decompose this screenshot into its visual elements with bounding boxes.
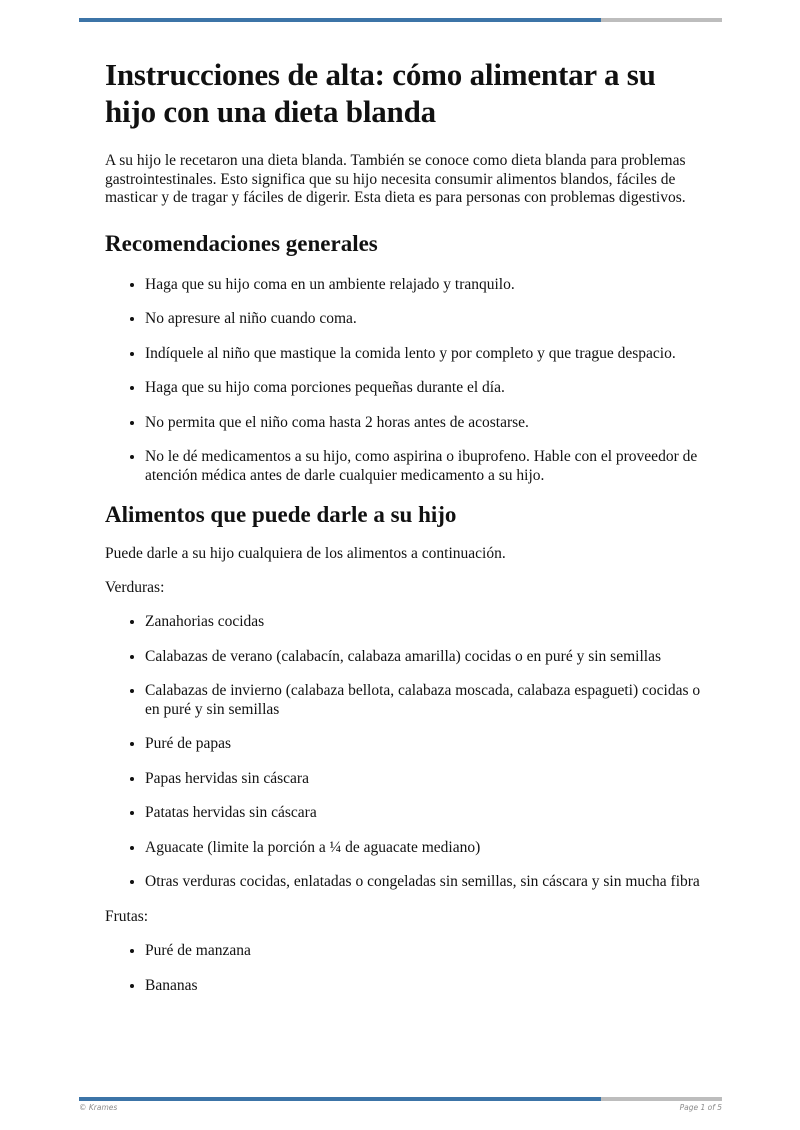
list-item: • Haga que su hijo coma en un ambiente relajado y tranquilo. [145, 276, 705, 295]
header-bar-track [601, 18, 722, 22]
list-item: • Patatas hervidas sin cáscara [145, 804, 705, 823]
page-number: Page 1 of 5 [679, 1103, 722, 1112]
page-footer [79, 1103, 722, 1112]
list-item: • Puré de papas [145, 735, 705, 754]
list-item: • Puré de manzana [145, 942, 705, 961]
page-title: Instrucciones de alta: cómo alimentar a su hijo con una dieta blanda [105, 57, 656, 129]
list-item: • Calabazas de verano (calabacín, calabaza amarilla) cocidas o en puré y sin semillas [145, 648, 705, 667]
list-item: • Indíquele al niño que mastique la comida lento y por completo y que trague despacio. [145, 345, 705, 364]
vegetables-list [105, 613, 705, 892]
footer-progress-bar [79, 1097, 722, 1101]
footer-bar-accent [79, 1097, 601, 1101]
list-item: • No apresure al niño cuando coma. [145, 310, 705, 329]
header-bar-accent [79, 18, 601, 22]
group-label-vegetables: Verduras: [105, 578, 165, 596]
list-item: • Haga que su hijo coma porciones pequeñas durante el día. [145, 379, 705, 398]
list-item: • No permita que el niño coma hasta 2 horas antes de acostarse. [145, 414, 705, 433]
header-progress-bar [79, 18, 722, 22]
fruits-list [105, 942, 705, 995]
list-item: • No le dé medicamentos a su hijo, como aspirina o ibuprofeno. Hable con el proveedor de atención médica antes de darle cualquier medicamento a su hijo. [145, 448, 705, 485]
intro-paragraph: A su hijo le recetaron una dieta blanda. También se conoce como dieta blanda para problemas gastrointestinales. Esto significa que su hijo necesita consumir alimentos blandos, fáciles de masticar y de tragar y fáciles de digerir. Esta dieta es para personas con problemas digestivos. [105, 152, 686, 206]
list-item: • Papas hervidas sin cáscara [145, 770, 705, 789]
list-item: • Zanahorias cocidas [145, 613, 705, 632]
copyright-text: © Krames [79, 1103, 118, 1112]
foods-intro: Puede darle a su hijo cualquiera de los alimentos a continuación. [105, 545, 506, 562]
list-item: • Calabazas de invierno (calabaza bellota, calabaza moscada, calabaza espagueti) cocidas o en puré y sin semillas [145, 682, 705, 719]
section-heading-recommendations: Recomendaciones generales [105, 230, 378, 256]
list-item: • Bananas [145, 977, 705, 996]
recommendations-list [105, 276, 705, 486]
group-label-fruits: Frutas: [105, 907, 149, 925]
list-item: • Otras verduras cocidas, enlatadas o congeladas sin semillas, sin cáscara y sin mucha fibra [145, 873, 705, 892]
footer-bar-track [601, 1097, 722, 1101]
document-body [105, 56, 705, 1011]
list-item: • Aguacate (limite la porción a ¼ de aguacate mediano) [145, 839, 705, 858]
section-heading-foods: Alimentos que puede darle a su hijo [105, 502, 457, 527]
